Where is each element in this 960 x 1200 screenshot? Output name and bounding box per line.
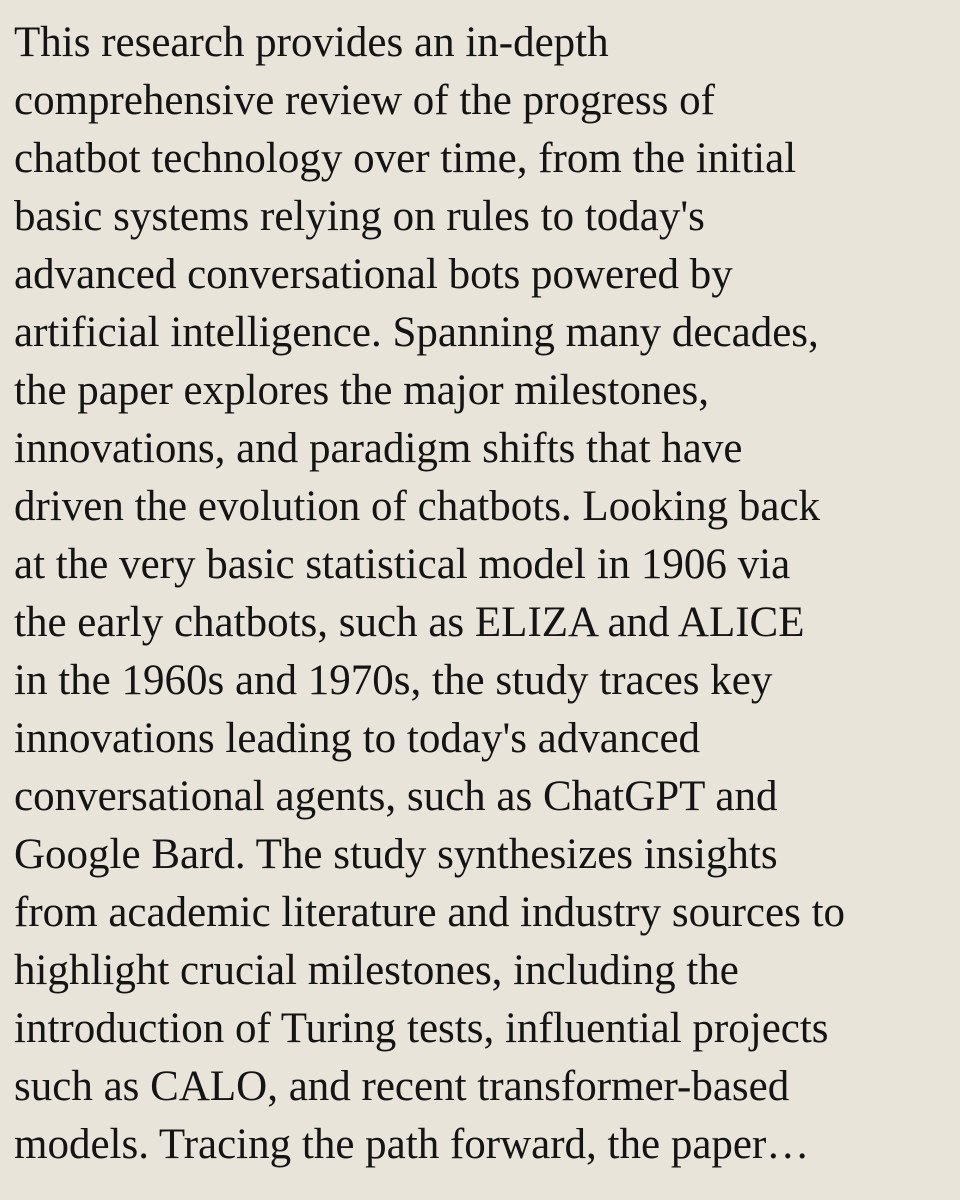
- text-line: comprehensive review of the progress of: [14, 77, 715, 124]
- text-line: innovations leading to today's advanced: [14, 715, 701, 762]
- text-line: such as CALO, and recent transformer-based: [14, 1063, 790, 1110]
- text-line: from academic literature and industry sources to: [14, 889, 846, 936]
- text-line: highlight crucial milestones, including the: [14, 947, 739, 994]
- text-line: conversational agents, such as ChatGPT and: [14, 773, 778, 820]
- text-line: introduction of Turing tests, influential projects: [14, 1005, 829, 1052]
- text-line: at the very basic statistical model in 1906 via: [14, 541, 791, 588]
- text-line: artificial intelligence. Spanning many decades,: [14, 309, 819, 356]
- text-line: basic systems relying on rules to today's: [14, 193, 705, 240]
- text-line: chatbot technology over time, from the initial: [14, 135, 797, 182]
- text-line: models. Tracing the path forward, the paper…: [14, 1121, 810, 1168]
- text-line: This research provides an in-depth: [14, 19, 609, 66]
- text-line: advanced conversational bots powered by: [14, 251, 733, 298]
- text-line: in the 1960s and 1970s, the study traces key: [14, 657, 773, 704]
- text-line: driven the evolution of chatbots. Looking back: [14, 483, 821, 530]
- text-line: the paper explores the major milestones,: [14, 367, 709, 414]
- abstract-text: [14, 14, 954, 1174]
- text-line: the early chatbots, such as ELIZA and ALICE: [14, 599, 805, 646]
- text-line: innovations, and paradigm shifts that have: [14, 425, 743, 472]
- text-line: Google Bard. The study synthesizes insights: [14, 831, 778, 878]
